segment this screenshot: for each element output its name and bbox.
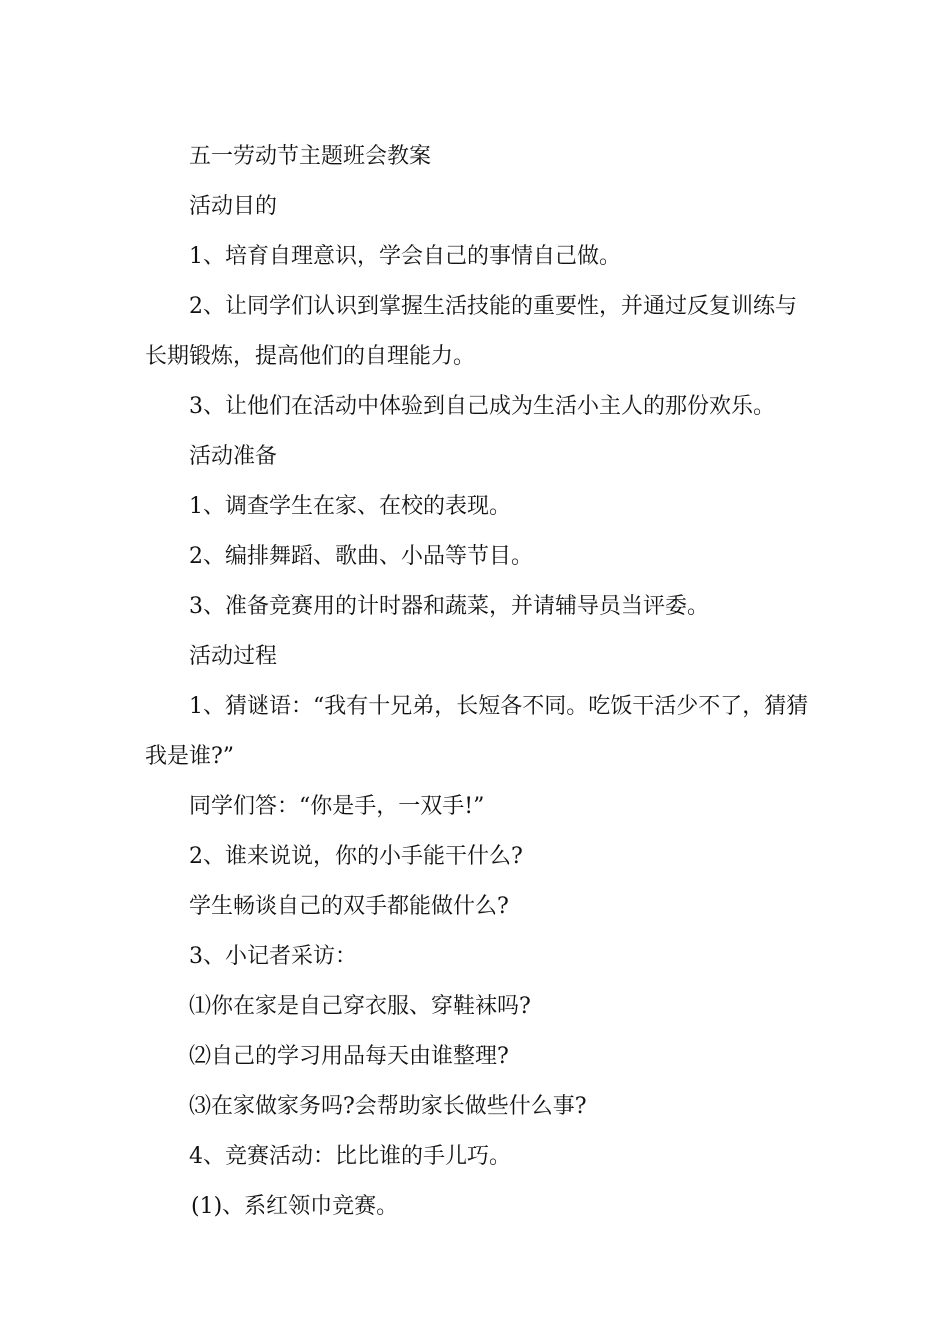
paragraph: 2、编排舞蹈、歌曲、小品等节目。 xyxy=(189,544,533,569)
paragraph: 4、竞赛活动：比比谁的手儿巧。 xyxy=(189,1144,511,1169)
paragraph: 1、猜谜语：“我有十兄弟，长短各不同。吃饭干活少不了，猜猜我是谁?” xyxy=(145,694,809,769)
document-title: 五一劳动节主题班会教案 xyxy=(189,144,432,169)
list-item: (1)、系红领巾竞赛。 xyxy=(191,1194,399,1219)
paragraph: 1、调查学生在家、在校的表现。 xyxy=(189,494,511,519)
paragraph: 3、小记者采访： xyxy=(189,944,357,969)
paragraph: 学生畅谈自己的双手都能做什么? xyxy=(189,894,509,919)
section-heading-preparation: 活动准备 xyxy=(189,444,278,469)
paragraph: 1、培育自理意识，学会自己的事情自己做。 xyxy=(189,244,621,269)
paragraph: 3、准备竞赛用的计时器和蔬菜，并请辅导员当评委。 xyxy=(189,594,709,619)
paragraph: 3、让他们在活动中体验到自己成为生活小主人的那份欢乐。 xyxy=(189,394,775,419)
list-item: ⑶在家做家务吗?会帮助家长做些什么事? xyxy=(189,1094,587,1119)
list-item: ⑵自己的学习用品每天由谁整理? xyxy=(189,1044,509,1069)
document-body xyxy=(145,132,810,1232)
paragraph: 2、让同学们认识到掌握生活技能的重要性，并通过反复训练与长期锻炼，提高他们的自理能力。 xyxy=(145,294,797,369)
list-item: ⑴你在家是自己穿衣服、穿鞋袜吗? xyxy=(189,994,531,1019)
section-heading-process: 活动过程 xyxy=(189,644,278,669)
paragraph: 同学们答：“你是手，一双手!” xyxy=(189,794,485,819)
section-heading-objectives: 活动目的 xyxy=(189,194,278,219)
paragraph: 2、谁来说说，你的小手能干什么? xyxy=(189,844,523,869)
